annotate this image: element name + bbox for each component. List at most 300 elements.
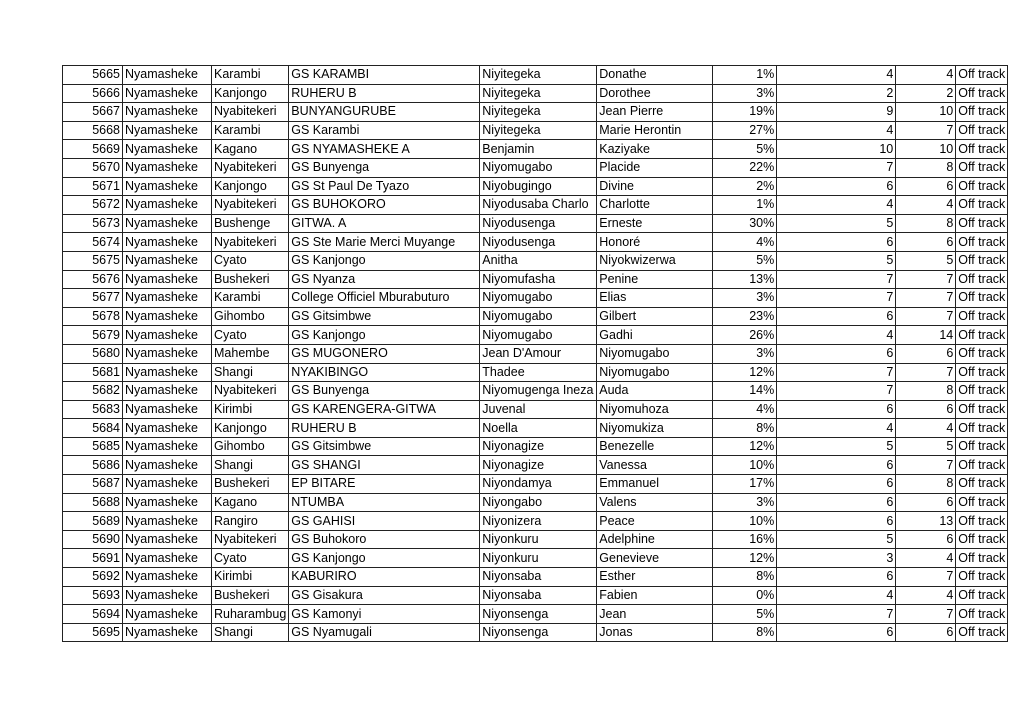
status-cell: Off track	[956, 140, 1008, 159]
first-name-cell: Niyomugabo	[597, 363, 713, 382]
score-a-cell: 9	[777, 103, 896, 122]
sector-cell: Shangi	[212, 456, 289, 475]
percent-cell: 26%	[713, 326, 777, 345]
first-name-cell: Auda	[597, 382, 713, 401]
sector-cell: Karambi	[212, 289, 289, 308]
score-b-cell: 7	[896, 363, 956, 382]
status-cell: Off track	[956, 530, 1008, 549]
first-name-cell: Niyomukiza	[597, 419, 713, 438]
status-cell: Off track	[956, 623, 1008, 642]
district-cell: Nyamasheke	[123, 177, 212, 196]
score-a-cell: 7	[777, 363, 896, 382]
status-cell: Off track	[956, 549, 1008, 568]
status-cell: Off track	[956, 158, 1008, 177]
percent-cell: 4%	[713, 400, 777, 419]
percent-cell: 30%	[713, 214, 777, 233]
score-b-cell: 7	[896, 456, 956, 475]
row-id-cell: 5687	[63, 475, 123, 494]
percent-cell: 3%	[713, 289, 777, 308]
sector-cell: Karambi	[212, 121, 289, 140]
sector-cell: Kirimbi	[212, 400, 289, 419]
score-a-cell: 6	[777, 512, 896, 531]
sector-cell: Rangiro	[212, 512, 289, 531]
school-cell: KABURIRO	[289, 568, 480, 587]
percent-cell: 14%	[713, 382, 777, 401]
sector-cell: Karambi	[212, 66, 289, 85]
school-cell: RUHERU B	[289, 419, 480, 438]
surname-cell: Niyodusaba Charlo	[480, 196, 597, 215]
row-id-cell: 5670	[63, 158, 123, 177]
school-cell: GS Kanjongo	[289, 326, 480, 345]
table-row	[63, 456, 1008, 475]
score-a-cell: 5	[777, 214, 896, 233]
surname-cell: Niyomugabo	[480, 326, 597, 345]
table-row	[63, 177, 1008, 196]
sector-cell: Kanjongo	[212, 177, 289, 196]
table-row	[63, 121, 1008, 140]
first-name-cell: Jean	[597, 605, 713, 624]
score-a-cell: 6	[777, 400, 896, 419]
sector-cell: Nyabitekeri	[212, 382, 289, 401]
score-a-cell: 2	[777, 84, 896, 103]
district-cell: Nyamasheke	[123, 66, 212, 85]
table-row	[63, 196, 1008, 215]
surname-cell: Niyitegeka	[480, 84, 597, 103]
district-cell: Nyamasheke	[123, 289, 212, 308]
first-name-cell: Benezelle	[597, 437, 713, 456]
sector-cell: Bushekeri	[212, 586, 289, 605]
status-cell: Off track	[956, 400, 1008, 419]
first-name-cell: Penine	[597, 270, 713, 289]
district-cell: Nyamasheke	[123, 605, 212, 624]
score-a-cell: 6	[777, 623, 896, 642]
percent-cell: 5%	[713, 251, 777, 270]
score-a-cell: 4	[777, 66, 896, 85]
score-b-cell: 5	[896, 437, 956, 456]
school-cell: GS Kamonyi	[289, 605, 480, 624]
score-b-cell: 7	[896, 270, 956, 289]
table-row	[63, 493, 1008, 512]
status-cell: Off track	[956, 196, 1008, 215]
score-a-cell: 7	[777, 382, 896, 401]
percent-cell: 0%	[713, 586, 777, 605]
sector-cell: Kagano	[212, 140, 289, 159]
school-cell: GS MUGONERO	[289, 344, 480, 363]
district-cell: Nyamasheke	[123, 512, 212, 531]
sector-cell: Nyabitekeri	[212, 530, 289, 549]
percent-cell: 10%	[713, 456, 777, 475]
percent-cell: 13%	[713, 270, 777, 289]
score-b-cell: 4	[896, 549, 956, 568]
score-b-cell: 4	[896, 586, 956, 605]
score-a-cell: 5	[777, 437, 896, 456]
school-cell: GS Gitsimbwe	[289, 307, 480, 326]
percent-cell: 8%	[713, 568, 777, 587]
district-cell: Nyamasheke	[123, 196, 212, 215]
district-cell: Nyamasheke	[123, 326, 212, 345]
table-row	[63, 84, 1008, 103]
surname-cell: Thadee	[480, 363, 597, 382]
score-b-cell: 5	[896, 251, 956, 270]
row-id-cell: 5672	[63, 196, 123, 215]
school-cell: GS Karambi	[289, 121, 480, 140]
row-id-cell: 5677	[63, 289, 123, 308]
sector-cell: Ruharambug	[212, 605, 289, 624]
score-a-cell: 6	[777, 307, 896, 326]
sector-cell: Shangi	[212, 363, 289, 382]
table-row	[63, 326, 1008, 345]
percent-cell: 1%	[713, 196, 777, 215]
percent-cell: 12%	[713, 363, 777, 382]
sector-cell: Gihombo	[212, 437, 289, 456]
row-id-cell: 5685	[63, 437, 123, 456]
percent-cell: 27%	[713, 121, 777, 140]
row-id-cell: 5689	[63, 512, 123, 531]
surname-cell: Niyobugingo	[480, 177, 597, 196]
percent-cell: 12%	[713, 549, 777, 568]
sector-cell: Bushenge	[212, 214, 289, 233]
percent-cell: 10%	[713, 512, 777, 531]
district-cell: Nyamasheke	[123, 568, 212, 587]
surname-cell: Niyongabo	[480, 493, 597, 512]
row-id-cell: 5676	[63, 270, 123, 289]
school-cell: GS BUHOKORO	[289, 196, 480, 215]
first-name-cell: Niyokwizerwa	[597, 251, 713, 270]
surname-cell: Niyondamya	[480, 475, 597, 494]
first-name-cell: Charlotte	[597, 196, 713, 215]
status-cell: Off track	[956, 289, 1008, 308]
status-cell: Off track	[956, 66, 1008, 85]
table-row	[63, 382, 1008, 401]
school-cell: GS Gisakura	[289, 586, 480, 605]
school-cell: GS Buhokoro	[289, 530, 480, 549]
row-id-cell: 5681	[63, 363, 123, 382]
status-cell: Off track	[956, 84, 1008, 103]
surname-cell: Noella	[480, 419, 597, 438]
score-a-cell: 10	[777, 140, 896, 159]
table-row	[63, 400, 1008, 419]
score-a-cell: 7	[777, 289, 896, 308]
surname-cell: Niyomugabo	[480, 158, 597, 177]
district-cell: Nyamasheke	[123, 158, 212, 177]
first-name-cell: Kaziyake	[597, 140, 713, 159]
percent-cell: 5%	[713, 140, 777, 159]
score-b-cell: 7	[896, 307, 956, 326]
score-b-cell: 6	[896, 344, 956, 363]
status-cell: Off track	[956, 307, 1008, 326]
score-b-cell: 8	[896, 158, 956, 177]
school-cell: GS Bunyenga	[289, 382, 480, 401]
row-id-cell: 5666	[63, 84, 123, 103]
status-cell: Off track	[956, 103, 1008, 122]
sector-cell: Nyabitekeri	[212, 103, 289, 122]
row-id-cell: 5678	[63, 307, 123, 326]
score-b-cell: 13	[896, 512, 956, 531]
sector-cell: Nyabitekeri	[212, 233, 289, 252]
table-row	[63, 251, 1008, 270]
status-cell: Off track	[956, 437, 1008, 456]
district-cell: Nyamasheke	[123, 437, 212, 456]
percent-cell: 8%	[713, 419, 777, 438]
district-cell: Nyamasheke	[123, 419, 212, 438]
status-cell: Off track	[956, 251, 1008, 270]
sector-cell: Kirimbi	[212, 568, 289, 587]
table-row	[63, 344, 1008, 363]
score-b-cell: 7	[896, 605, 956, 624]
table-row	[63, 437, 1008, 456]
district-cell: Nyamasheke	[123, 251, 212, 270]
surname-cell: Niyomugabo	[480, 289, 597, 308]
row-id-cell: 5668	[63, 121, 123, 140]
surname-cell: Niyonkuru	[480, 530, 597, 549]
school-cell: GS Kanjongo	[289, 251, 480, 270]
table-row	[63, 270, 1008, 289]
status-cell: Off track	[956, 586, 1008, 605]
sector-cell: Gihombo	[212, 307, 289, 326]
school-cell: EP BITARE	[289, 475, 480, 494]
school-cell: NTUMBA	[289, 493, 480, 512]
first-name-cell: Donathe	[597, 66, 713, 85]
table-row	[63, 512, 1008, 531]
score-b-cell: 6	[896, 233, 956, 252]
surname-cell: Niyodusenga	[480, 214, 597, 233]
score-b-cell: 4	[896, 419, 956, 438]
row-id-cell: 5691	[63, 549, 123, 568]
score-b-cell: 10	[896, 103, 956, 122]
status-cell: Off track	[956, 475, 1008, 494]
score-a-cell: 3	[777, 549, 896, 568]
row-id-cell: 5694	[63, 605, 123, 624]
percent-cell: 3%	[713, 84, 777, 103]
percent-cell: 16%	[713, 530, 777, 549]
first-name-cell: Divine	[597, 177, 713, 196]
first-name-cell: Elias	[597, 289, 713, 308]
first-name-cell: Vanessa	[597, 456, 713, 475]
score-a-cell: 6	[777, 177, 896, 196]
row-id-cell: 5675	[63, 251, 123, 270]
score-a-cell: 4	[777, 419, 896, 438]
score-b-cell: 6	[896, 400, 956, 419]
surname-cell: Anitha	[480, 251, 597, 270]
first-name-cell: Gadhi	[597, 326, 713, 345]
table-row	[63, 307, 1008, 326]
surname-cell: Niyomufasha	[480, 270, 597, 289]
school-cell: GS St Paul De Tyazo	[289, 177, 480, 196]
school-cell: NYAKIBINGO	[289, 363, 480, 382]
status-cell: Off track	[956, 326, 1008, 345]
percent-cell: 3%	[713, 493, 777, 512]
district-cell: Nyamasheke	[123, 270, 212, 289]
district-cell: Nyamasheke	[123, 344, 212, 363]
status-cell: Off track	[956, 419, 1008, 438]
score-b-cell: 2	[896, 84, 956, 103]
district-cell: Nyamasheke	[123, 121, 212, 140]
score-b-cell: 7	[896, 568, 956, 587]
row-id-cell: 5665	[63, 66, 123, 85]
surname-cell: Niyitegeka	[480, 103, 597, 122]
surname-cell: Niyonsaba	[480, 568, 597, 587]
surname-cell: Niyitegeka	[480, 66, 597, 85]
table-row	[63, 549, 1008, 568]
surname-cell: Niyonagize	[480, 456, 597, 475]
status-cell: Off track	[956, 512, 1008, 531]
first-name-cell: Peace	[597, 512, 713, 531]
district-cell: Nyamasheke	[123, 456, 212, 475]
sector-cell: Mahembe	[212, 344, 289, 363]
school-cell: GS GAHISI	[289, 512, 480, 531]
score-a-cell: 4	[777, 121, 896, 140]
table-row	[63, 140, 1008, 159]
school-cell: GS KARAMBI	[289, 66, 480, 85]
surname-cell: Niyitegeka	[480, 121, 597, 140]
row-id-cell: 5667	[63, 103, 123, 122]
row-id-cell: 5688	[63, 493, 123, 512]
first-name-cell: Niyomuhoza	[597, 400, 713, 419]
row-id-cell: 5680	[63, 344, 123, 363]
first-name-cell: Adelphine	[597, 530, 713, 549]
school-cell: GS Gitsimbwe	[289, 437, 480, 456]
district-cell: Nyamasheke	[123, 400, 212, 419]
sector-cell: Cyato	[212, 251, 289, 270]
score-b-cell: 4	[896, 196, 956, 215]
surname-cell: Niyonagize	[480, 437, 597, 456]
score-a-cell: 6	[777, 568, 896, 587]
district-cell: Nyamasheke	[123, 530, 212, 549]
school-cell: BUNYANGURUBE	[289, 103, 480, 122]
score-a-cell: 6	[777, 456, 896, 475]
first-name-cell: Fabien	[597, 586, 713, 605]
score-b-cell: 7	[896, 289, 956, 308]
first-name-cell: Jean Pierre	[597, 103, 713, 122]
sector-cell: Bushekeri	[212, 475, 289, 494]
score-a-cell: 7	[777, 158, 896, 177]
district-cell: Nyamasheke	[123, 586, 212, 605]
district-cell: Nyamasheke	[123, 623, 212, 642]
first-name-cell: Honoré	[597, 233, 713, 252]
district-cell: Nyamasheke	[123, 475, 212, 494]
percent-cell: 4%	[713, 233, 777, 252]
table-row	[63, 214, 1008, 233]
status-cell: Off track	[956, 363, 1008, 382]
status-cell: Off track	[956, 270, 1008, 289]
score-a-cell: 4	[777, 586, 896, 605]
score-b-cell: 8	[896, 382, 956, 401]
score-a-cell: 5	[777, 251, 896, 270]
first-name-cell: Placide	[597, 158, 713, 177]
row-id-cell: 5682	[63, 382, 123, 401]
score-b-cell: 7	[896, 121, 956, 140]
surname-cell: Niyonsenga	[480, 605, 597, 624]
surname-cell: Jean D'Amour	[480, 344, 597, 363]
score-b-cell: 4	[896, 66, 956, 85]
score-a-cell: 5	[777, 530, 896, 549]
row-id-cell: 5671	[63, 177, 123, 196]
status-cell: Off track	[956, 214, 1008, 233]
table-row	[63, 530, 1008, 549]
table-row	[63, 66, 1008, 85]
table-row	[63, 233, 1008, 252]
score-b-cell: 8	[896, 475, 956, 494]
sector-cell: Nyabitekeri	[212, 158, 289, 177]
percent-cell: 2%	[713, 177, 777, 196]
table-row	[63, 475, 1008, 494]
score-a-cell: 6	[777, 233, 896, 252]
school-cell: GS Bunyenga	[289, 158, 480, 177]
surname-cell: Benjamin	[480, 140, 597, 159]
status-cell: Off track	[956, 456, 1008, 475]
data-table	[62, 65, 1008, 642]
status-cell: Off track	[956, 568, 1008, 587]
surname-cell: Niyodusenga	[480, 233, 597, 252]
first-name-cell: Jonas	[597, 623, 713, 642]
school-cell: GS Ste Marie Merci Muyange	[289, 233, 480, 252]
sector-cell: Kanjongo	[212, 419, 289, 438]
status-cell: Off track	[956, 382, 1008, 401]
school-cell: GS KARENGERA-GITWA	[289, 400, 480, 419]
row-id-cell: 5674	[63, 233, 123, 252]
percent-cell: 22%	[713, 158, 777, 177]
sector-cell: Shangi	[212, 623, 289, 642]
first-name-cell: Genevieve	[597, 549, 713, 568]
first-name-cell: Gilbert	[597, 307, 713, 326]
surname-cell: Niyonsenga	[480, 623, 597, 642]
percent-cell: 23%	[713, 307, 777, 326]
school-cell: College Officiel Mburabuturo	[289, 289, 480, 308]
school-cell: GS Nyamugali	[289, 623, 480, 642]
score-b-cell: 6	[896, 530, 956, 549]
score-a-cell: 6	[777, 493, 896, 512]
score-a-cell: 7	[777, 270, 896, 289]
table-row	[63, 103, 1008, 122]
row-id-cell: 5669	[63, 140, 123, 159]
percent-cell: 19%	[713, 103, 777, 122]
school-cell: GS Nyanza	[289, 270, 480, 289]
row-id-cell: 5686	[63, 456, 123, 475]
row-id-cell: 5692	[63, 568, 123, 587]
surname-cell: Niyomugenga Ineza	[480, 382, 597, 401]
sector-cell: Cyato	[212, 549, 289, 568]
row-id-cell: 5679	[63, 326, 123, 345]
school-cell: GS Kanjongo	[289, 549, 480, 568]
table-row	[63, 158, 1008, 177]
district-cell: Nyamasheke	[123, 549, 212, 568]
table-body	[63, 66, 1008, 642]
first-name-cell: Valens	[597, 493, 713, 512]
sector-cell: Bushekeri	[212, 270, 289, 289]
row-id-cell: 5673	[63, 214, 123, 233]
school-cell: RUHERU B	[289, 84, 480, 103]
district-cell: Nyamasheke	[123, 84, 212, 103]
first-name-cell: Marie Herontin	[597, 121, 713, 140]
row-id-cell: 5693	[63, 586, 123, 605]
surname-cell: Niyonkuru	[480, 549, 597, 568]
percent-cell: 17%	[713, 475, 777, 494]
first-name-cell: Niyomugabo	[597, 344, 713, 363]
school-cell: GS NYAMASHEKE A	[289, 140, 480, 159]
status-cell: Off track	[956, 233, 1008, 252]
table-row	[63, 289, 1008, 308]
score-a-cell: 4	[777, 196, 896, 215]
district-cell: Nyamasheke	[123, 233, 212, 252]
table-row	[63, 419, 1008, 438]
sector-cell: Cyato	[212, 326, 289, 345]
district-cell: Nyamasheke	[123, 214, 212, 233]
surname-cell: Niyomugabo	[480, 307, 597, 326]
percent-cell: 12%	[713, 437, 777, 456]
score-b-cell: 6	[896, 623, 956, 642]
score-a-cell: 7	[777, 605, 896, 624]
surname-cell: Niyonizera	[480, 512, 597, 531]
